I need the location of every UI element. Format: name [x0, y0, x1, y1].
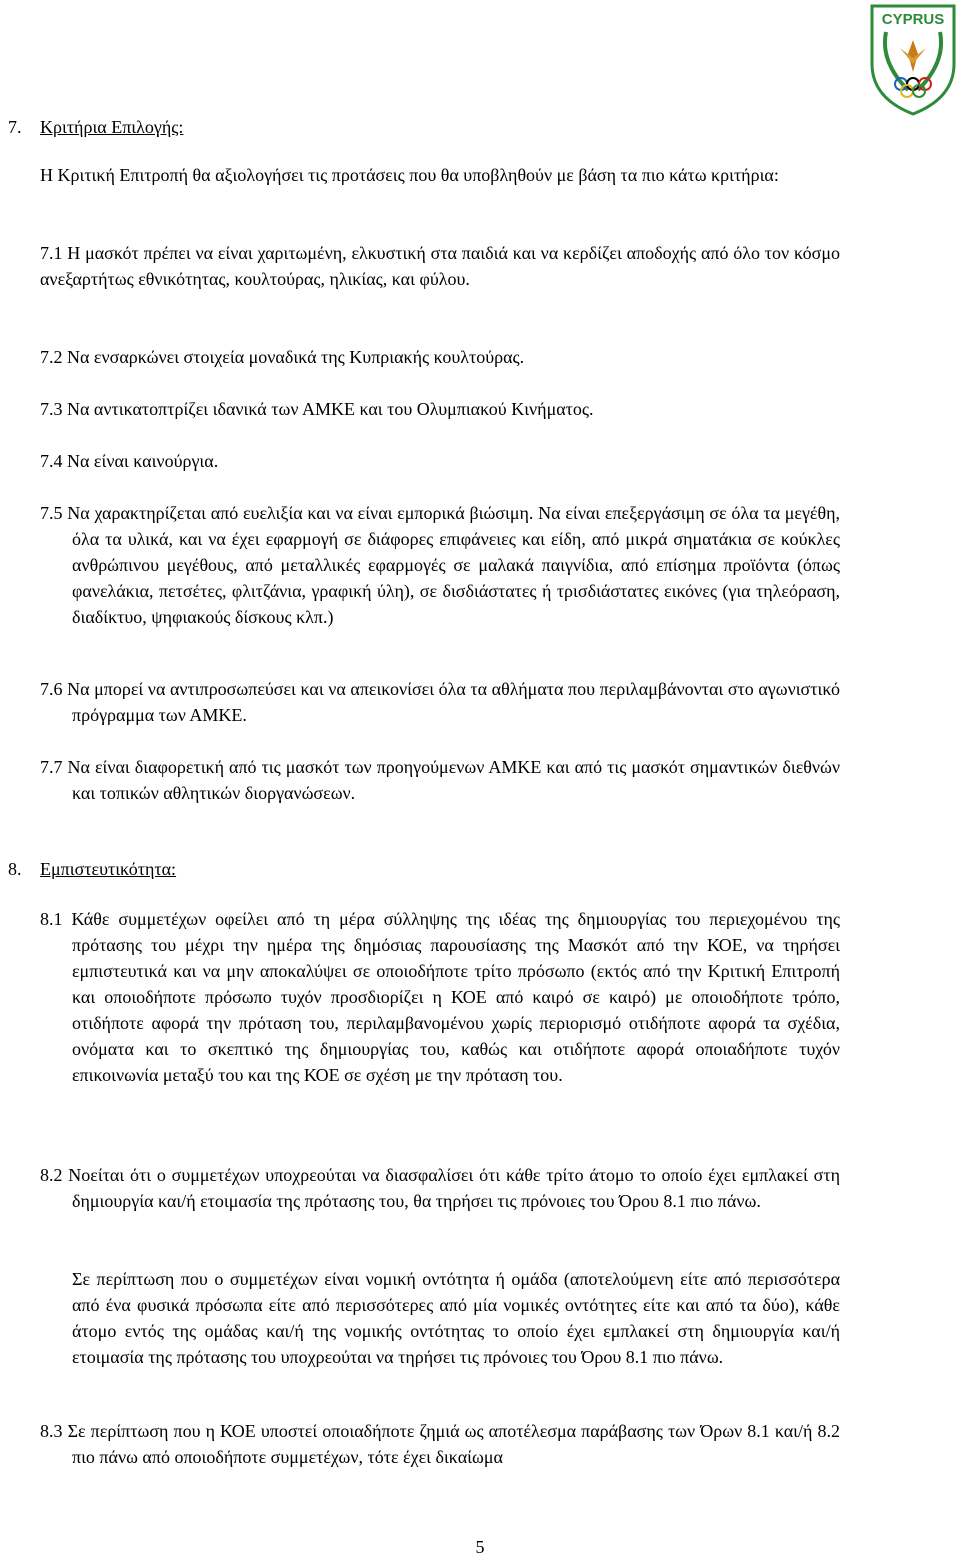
section-title: Εμπιστευτικότητα:: [40, 859, 177, 879]
section-7-intro: Η Κριτική Επιτροπή θα αξιολογήσει τις προτάσεις που θα υποβληθούν με βάση τα πιο κάτω κριτήρια:: [40, 165, 779, 185]
item-text: Η μασκότ πρέπει να είναι χαριτωμένη, ελκυστική στα παιδιά και να κερδίζει αποδοχής από όλο τον κόσμο ανεξαρτήτως εθνικότητας, κουλτούρας, ηλικίας, και φύλου.: [40, 243, 840, 289]
item-number: 7.7: [40, 757, 63, 777]
section-number: 7.: [8, 117, 22, 137]
item-text: Να αντικατοπτρίζει ιδανικά των ΑΜΚΕ και του Ολυμπιακού Κινήματος.: [67, 399, 594, 419]
item-number: 7.3: [40, 399, 63, 419]
item-number: 8.1: [40, 909, 63, 929]
page-number: 5: [475, 1537, 485, 1557]
item-text: Να ενσαρκώνει στοιχεία μοναδικά της Κυπριακής κουλτούρας.: [67, 347, 525, 367]
item-text: Νοείται ότι ο συμμετέχων υποχρεούται να διασφαλίσει ότι κάθε τρίτο άτομο το οποίο έχει εμπλακεί στη δημιουργία και/ή ετοιμασία της πρότασης του, θα τηρήσει τις πρόνοιες του Όρου 8.1 πιο πάνω.: [68, 1165, 840, 1211]
item-number: 7.1: [40, 243, 63, 263]
section-number: 8.: [8, 859, 22, 879]
section-title: Κριτήρια Επιλογής:: [40, 117, 184, 137]
criterion-7-6: [40, 676, 840, 728]
item-number: 8.2: [40, 1165, 63, 1185]
criterion-7-3: [40, 396, 594, 422]
criterion-7-4: [40, 448, 218, 474]
item-text: Να είναι διαφορετική από τις μασκότ των προηγούμενων ΑΜΚΕ και από τις μασκότ σημαντικών διεθνών και τοπικών αθλητικών διοργανώσεων.: [67, 757, 840, 803]
criterion-7-5: [40, 500, 840, 630]
item-number: 8.3: [40, 1421, 63, 1441]
item-text: Σε περίπτωση που η ΚΟΕ υποστεί οποιαδήποτε ζημιά ως αποτέλεσμα παράβασης των Όρων 8.1 και/ή 8.2 πιο πάνω από οποιοδήποτε συμμετέχων, τότε έχει δικαίωμα: [67, 1421, 841, 1467]
clause-8-2-continuation: Σε περίπτωση που ο συμμετέχων είναι νομική οντότητα ή ομάδα (αποτελούμενη είτε από περισσότερα από ένα φυσικά πρόσωπα είτε από περισσότερες από μία νομικές οντότητες είτε και από τα δύο), κάθε άτομο εντός της ομάδας και/ή της νομικής οντότητας το οποίο έχει εμπλακεί στη δημιουργία και/ή ετοιμασία της πρότασης του υποχρεούται να τηρήσει τις πρόνοιες του Όρου 8.1 πιο πάνω.: [72, 1269, 840, 1367]
logo-text: CYPRUS: [881, 11, 945, 28]
criterion-7-2: [40, 344, 524, 370]
item-number: 7.5: [40, 503, 63, 523]
cyprus-olympic-logo: [868, 2, 958, 116]
section-8-heading: [8, 856, 176, 882]
item-number: 7.2: [40, 347, 63, 367]
item-text: Να μπορεί να αντιπροσωπεύσει και να απεικονίσει όλα τα αθλήματα που περιλαμβάνονται στο αγωνιστικό πρόγραμμα των ΑΜΚΕ.: [67, 679, 840, 725]
item-text: Να χαρακτηρίζεται από ευελιξία και να είναι εμπορικά βιώσιμη. Να είναι επεξεργάσιμη σε όλα τα μεγέθη, όλα τα υλικά, και να έχει εφαρμογή σε διάφορες επιφάνειες και είδη, από μικρά σηματάκια σε κούκλες ανθρώπινου μεγέθους, από μεταλλικές εφαρμογές σε μαλακά παιγνίδια, από επίσημα προϊόντα (όπως φανελάκια, πετσέτες, φλιτζάνια, γραφική ύλη), σε δισδιάστατες ή τρισδιάστατες εικόνες (για τηλεόραση, διαδίκτυο, ψηφιακούς δίσκους κλπ.): [67, 503, 841, 627]
item-text: Κάθε συμμετέχων οφείλει από τη μέρα σύλληψης της ιδέας της δημιουργίας του περιεχομένου της πρότασης του μέχρι την ημέρα της δημόσιας παρουσίασης της Μασκότ από την ΚΟΕ, να τηρήσει εμπιστευτικά και να μην αποκαλύψει σε οποιοδήποτε τρίτο πρόσωπο (εκτός από την Κριτική Επιτροπή και οποιοδήποτε πρόσωπο τυχόν προσδιορίζει η ΚΟΕ από καιρό σε καιρό) με οποιοδήποτε τρόπο, οτιδήποτε αφορά την πρόταση του, περιλαμβανομένου χωρίς περιορισμό οτιδήποτε αφορά τα σχέδια, ονόματα και το σκεπτικό της δημιουργίας του, καθώς και οτιδήποτε αφορά οποιαδήποτε τυχόν επικοινωνία μεταξύ του και της ΚΟΕ σε σχέση με την πρόταση του.: [71, 909, 841, 1085]
item-number: 7.6: [40, 679, 63, 699]
criterion-7-1: [40, 240, 840, 292]
clause-8-1: [40, 906, 840, 1088]
criterion-7-7: [40, 754, 840, 806]
clause-8-3: [40, 1418, 840, 1470]
item-text: Να είναι καινούργια.: [67, 451, 219, 471]
item-number: 7.4: [40, 451, 63, 471]
section-7-heading: [8, 114, 183, 140]
clause-8-2: [40, 1162, 840, 1214]
